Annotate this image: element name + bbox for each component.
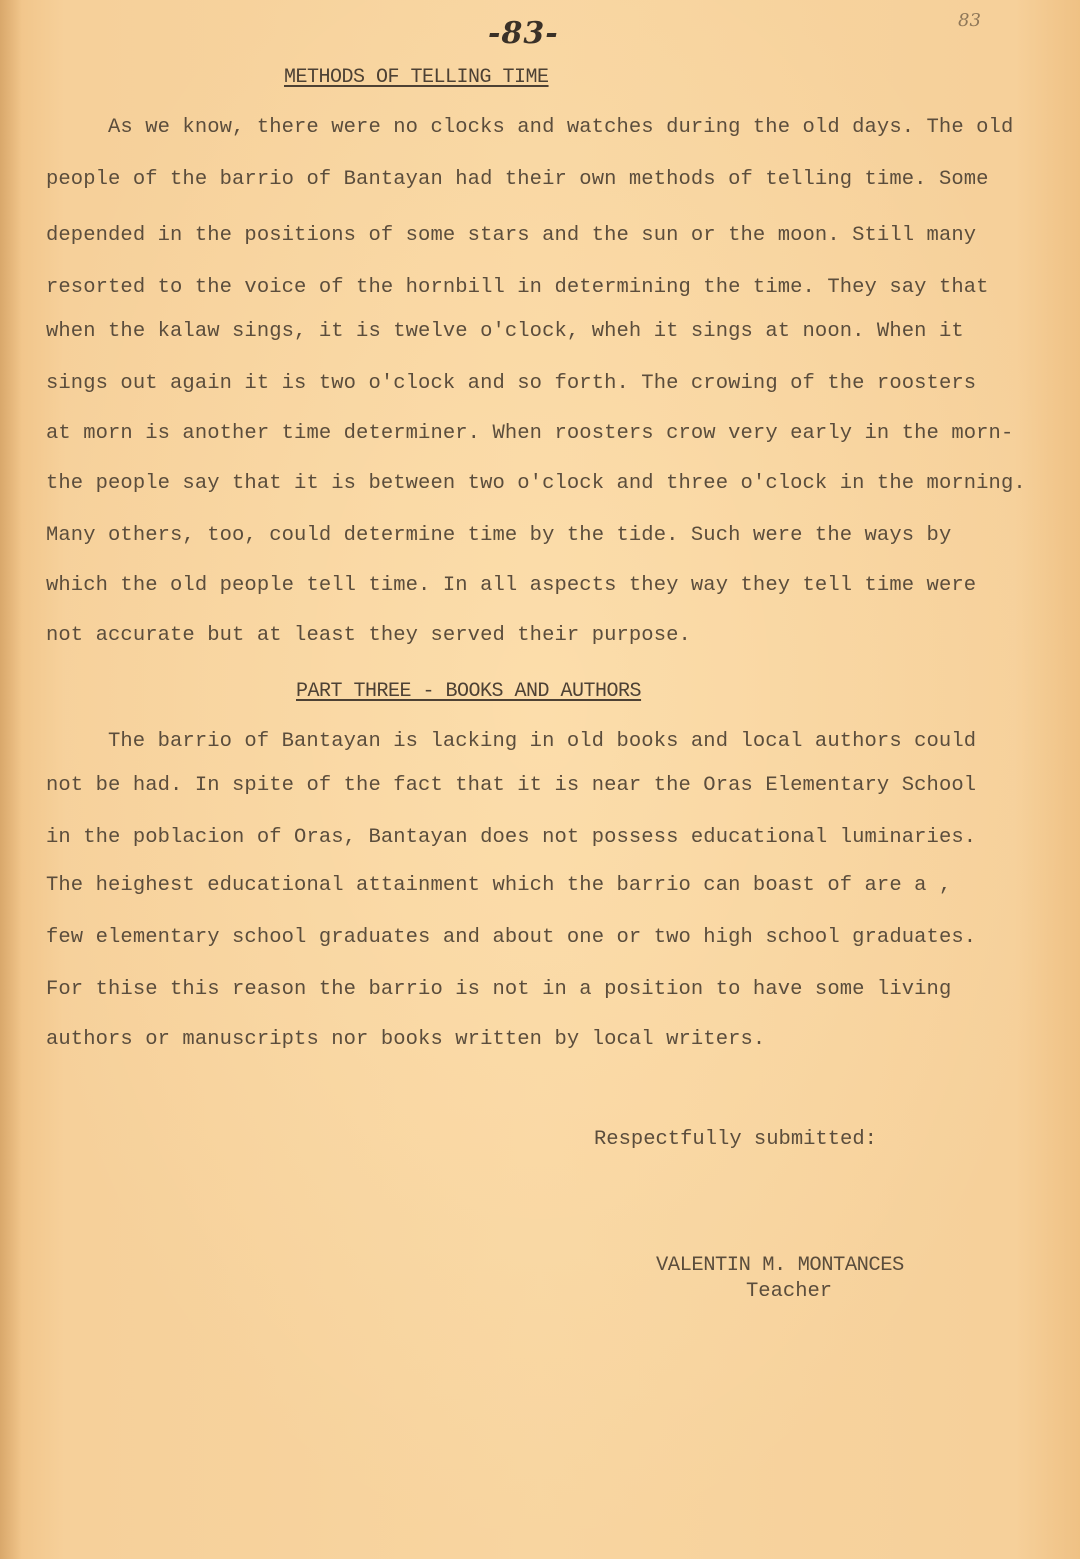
- section-heading-books-authors: PART THREE - BOOKS AND AUTHORS: [296, 680, 642, 703]
- paragraph-line: For thise this reason the barrio is not in a position to have some living: [46, 978, 952, 1001]
- paragraph-line: sings out again it is two o'clock and so forth. The crowing of the roosters: [46, 372, 977, 395]
- signature-title: Teacher: [746, 1280, 833, 1303]
- paragraph-line: when the kalaw sings, it is twelve o'clock, wheh it sings at noon. When it: [46, 320, 964, 343]
- paragraph-line: not accurate but at least they served their purpose.: [46, 624, 691, 647]
- closing-line: Respectfully submitted:: [594, 1128, 877, 1151]
- section-heading-methods: METHODS OF TELLING TIME: [284, 66, 549, 89]
- paragraph-line: people of the barrio of Bantayan had their own methods of telling time. Some: [46, 168, 989, 191]
- paragraph-line: depended in the positions of some stars and the sun or the moon. Still many: [46, 224, 977, 247]
- paragraph-line: which the old people tell time. In all aspects they way they tell time were: [46, 574, 977, 597]
- paragraph-line: few elementary school graduates and about one or two high school graduates.: [46, 926, 977, 949]
- paragraph-line: the people say that it is between two o'clock and three o'clock in the morning.: [46, 472, 1026, 495]
- paragraph-line: authors or manuscripts nor books written by local writers.: [46, 1028, 766, 1051]
- paragraph-line: As we know, there were no clocks and watches during the old days. The old: [108, 116, 1014, 139]
- paragraph-line: at morn is another time determiner. When roosters crow very early in the morn-: [46, 422, 1014, 445]
- paragraph-line: not be had. In spite of the fact that it is near the Oras Elementary School: [46, 774, 977, 797]
- signature-name: VALENTIN M. MONTANCES: [656, 1254, 904, 1277]
- paragraph-line: The heighest educational attainment which the barrio can boast of are a ,: [46, 874, 952, 897]
- page-number: -83-: [488, 16, 559, 51]
- paragraph-line: resorted to the voice of the hornbill in determining the time. They say that: [46, 276, 989, 299]
- corner-page-mark: 83: [958, 10, 981, 31]
- paragraph-line: The barrio of Bantayan is lacking in old books and local authors could: [108, 730, 977, 753]
- paragraph-line: Many others, too, could determine time by the tide. Such were the ways by: [46, 524, 952, 547]
- paragraph-line: in the poblacion of Oras, Bantayan does not possess educational luminaries.: [46, 826, 977, 849]
